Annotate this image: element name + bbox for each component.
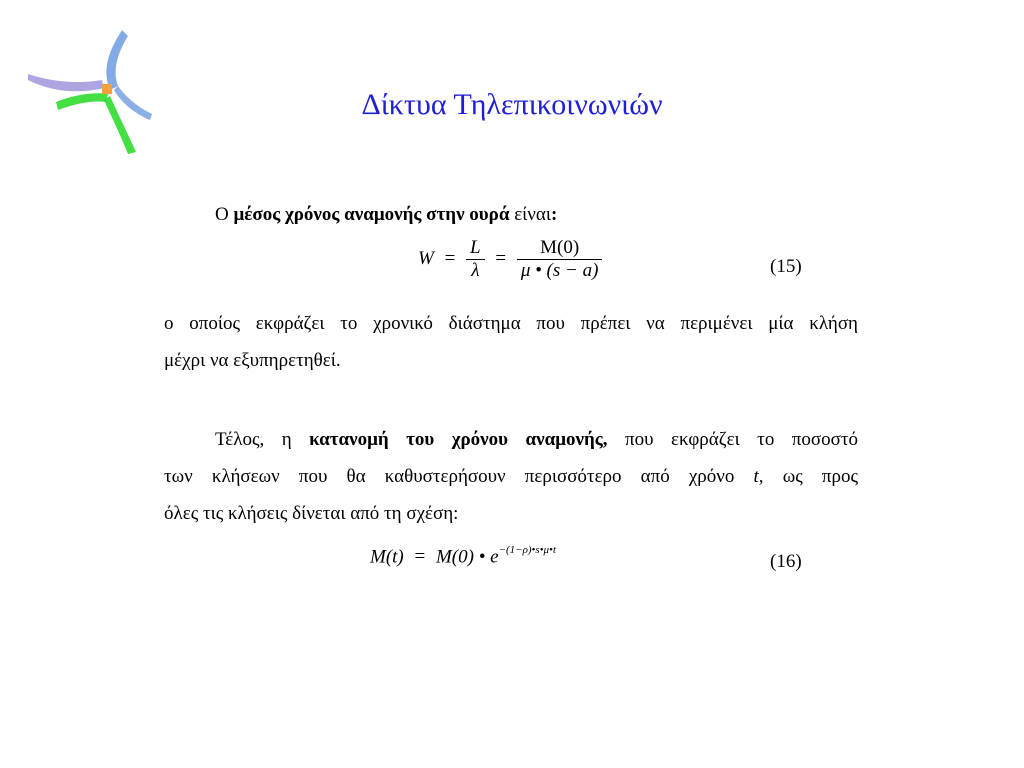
eq15-equals-2: = [495, 247, 507, 269]
eq15-frac2-denominator: μ • (s − a) [517, 259, 603, 282]
eq16-equals: = [414, 546, 426, 568]
equation-15 [418, 237, 602, 282]
para1-bold-term: μέσος χρόνος αναμονής στην ουρά [233, 204, 510, 225]
eq15-fraction-2 [517, 237, 603, 282]
equation-15-number: (15) [770, 256, 802, 277]
eq15-equals-1: = [444, 247, 456, 269]
para3-line1-suffix: που εκφράζει το ποσοστό [607, 429, 858, 450]
para2-line2: μέχρι να εξυπηρετηθεί. [164, 350, 341, 371]
paragraph-mean-waiting-time [215, 196, 557, 233]
para3-line1-prefix: Τέλος, η [215, 429, 310, 450]
eq15-fraction-1 [466, 237, 485, 282]
eq16-lhs: M(t) [370, 546, 404, 568]
para3-line2-suffix: ως προς [763, 466, 858, 487]
equation-16 [370, 546, 556, 568]
para3-line2 [164, 458, 858, 495]
eq15-lhs: W [418, 247, 434, 269]
para3-bold-term: κατανομή του χρόνου αναμονής, [309, 429, 608, 450]
equation-16-number: (16) [770, 551, 802, 572]
paragraph-explanation [164, 305, 858, 379]
eq15-frac2-numerator: M(0) [540, 237, 580, 258]
eq16-exponent: −(1−ρ)•s•μ•t [498, 544, 556, 556]
para3-line3: όλες τις κλήσεις δίνεται από τη σχέση: [164, 503, 459, 524]
para3-line1 [164, 421, 858, 458]
para1-colon: : [550, 204, 558, 225]
paragraph-waiting-distribution [164, 421, 858, 532]
para3-line2-prefix: των κλήσεων που θα καθυστερήσουν περισσότερο από χρόνο [164, 466, 754, 487]
para1-suffix: είναι [509, 204, 551, 225]
eq16-rhs: M(0) • e [435, 546, 499, 568]
para2-line1: ο οποίος εκφράζει το χρονικό διάστημα που πρέπει να περιμένει μία κλήση [164, 313, 858, 334]
para3-var-t: t, [753, 466, 764, 487]
para1-prefix: Ο [215, 204, 234, 225]
slide-title: Δίκτυα Τηλεπικοινωνιών [361, 88, 663, 121]
eq15-frac1-numerator: L [470, 237, 481, 258]
eq15-frac1-denominator: λ [466, 259, 485, 282]
